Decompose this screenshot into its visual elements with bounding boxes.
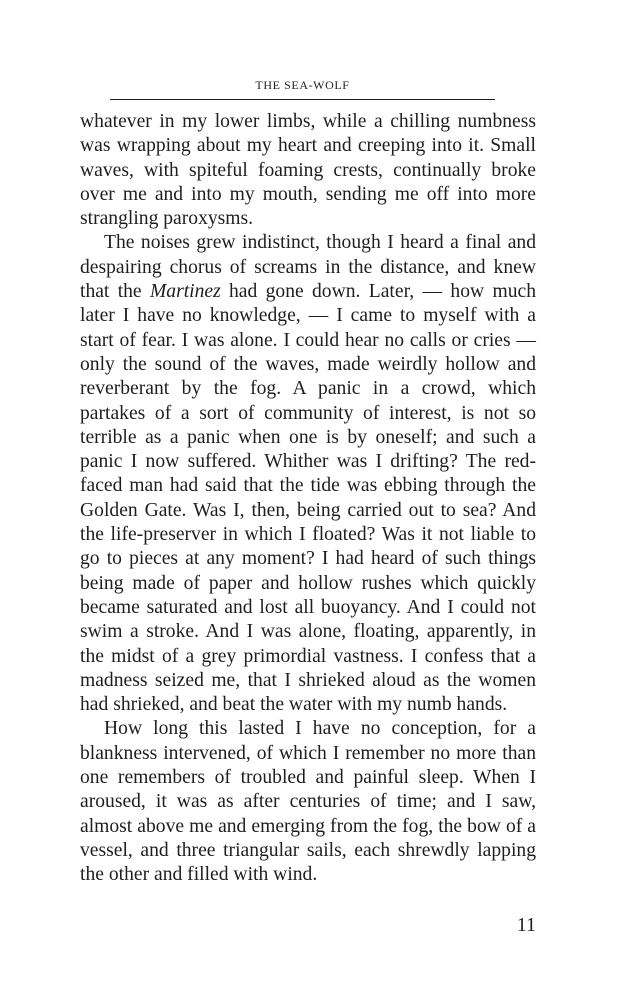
ship-name-martinez: Martinez <box>149 281 221 303</box>
paragraph-2-text-a: The noises grew indistinct, though I heard a final and despairing chorus of screams in the distance, and knew that the <box>80 232 536 303</box>
paragraph-3: How long this lasted I have no conception, for a blankness intervened, of which I remember no more than one remembers of troubled and painful sleep. When I aroused, it was as after centuries of time; and I saw, almost above me and emerging from the fog, the bow of a vessel, and three triangular sails, each shrewdly lapping the other and filled with wind. <box>80 718 536 886</box>
body-text <box>80 110 536 888</box>
running-head: THE SEA-WOLF <box>255 78 350 92</box>
paragraph-2-text-b: had gone down. Later, — how much later I have no knowledge, — I came to myself with a start of fear. I was alone. I could hear no calls or cries — only the sound of the waves, made weirdly hollow and reverberant by the fog. A panic in a crowd, which partakes of a sort of community of interest, is not so terrible as a panic when one is by oneself; and such a panic I now suffered. Whither was I drifting? The red-faced man had said that the tide was ebbing through the Golden Gate. Was I, then, being carried out to sea? And the life-preserver in which I floated? Was it not liable to go to pieces at any moment? I had heard of such things being made of paper and hollow rushes which quickly became saturated and lost all buoyancy. And I could not swim a stroke. And I was alone, floating, apparently, in the midst of a grey primordial vastness. I confess that a madness seized me, that I shrieked aloud as the women had shrieked, and beat the water with my numb hands. <box>80 281 537 716</box>
paragraph-1: whatever in my lower limbs, while a chilling numbness was wrapping about my heart and creeping into it. Small waves, with spiteful foaming crests, continually broke over me and into my mouth, sending me off into more strangling paroxysms. <box>80 111 536 230</box>
paragraph-2 <box>80 231 536 717</box>
page-number: 11 <box>516 914 536 936</box>
header-rule <box>110 99 495 100</box>
